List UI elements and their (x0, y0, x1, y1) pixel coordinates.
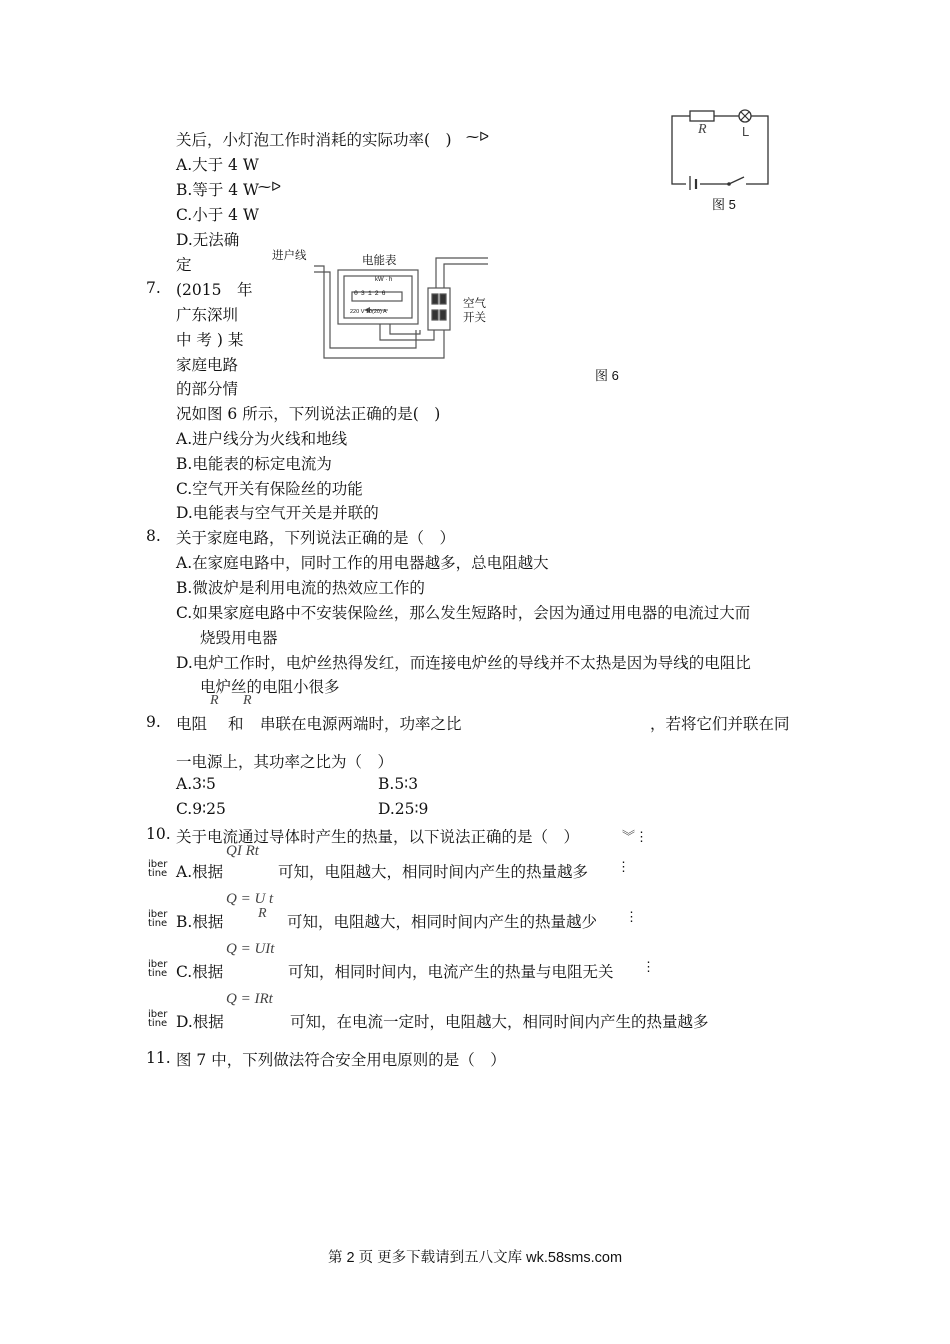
q7-option-b: B.电能表的标定电流为 (176, 455, 332, 473)
q10-stem: 关于电流通过导体时产生的热量，以下说法正确的是（ ） (176, 828, 580, 846)
q10-number: 10. (146, 825, 171, 843)
iber-tine-mark (148, 910, 167, 928)
q10-option-b-text: 可知，电阻越大，相同时间内产生的热量越少 (287, 913, 598, 931)
q9-stem-part2: 和 (228, 715, 244, 733)
q10-option-c-prefix: C.根据 (176, 963, 224, 981)
iber-tine-mark (148, 960, 167, 978)
q8-option-c-line2: 烧毁用电器 (200, 629, 278, 647)
q10-option-b-prefix: B.根据 (176, 913, 224, 931)
mark-bottom: tine (148, 918, 168, 929)
q10-option-b-formula: Q = U t (226, 891, 274, 907)
mark-top: iber (148, 909, 168, 920)
q6-option-d-line2: 定 (176, 256, 192, 274)
fig6-digit: 2 (374, 290, 382, 297)
snail-icon: ⁓ᐅ (258, 180, 281, 195)
figure-6-caption: 图 6 (595, 368, 619, 383)
q10-option-d-text: 可知，在电流一定时，电阻越大，相同时间内产生的热量越多 (290, 1013, 709, 1031)
q9-number: 9. (146, 713, 161, 731)
mark-top: iber (148, 1009, 168, 1020)
q7-stem-line2: 广东深圳 (176, 306, 239, 324)
q8-option-d-line1: D.电炉工作时，电炉丝热得发红，而连接电炉丝的导线并不太热是因为导线的电阻比 (176, 654, 751, 672)
q11-stem: 图 7 中，下列做法符合安全用电原则的是（ ） (176, 1051, 506, 1069)
fig5-r-label: R (698, 122, 707, 137)
q6-option-c: C.小于 4 W (176, 206, 259, 224)
q9-r2-symbol: R (243, 693, 252, 708)
mark-bottom: tine (148, 968, 168, 979)
fig6-meter-unit: kW · h (375, 277, 393, 283)
q9-stem-part3: 串联在电源两端时，功率之比 (260, 715, 462, 733)
q10-option-b-formula-denominator: R (258, 906, 267, 921)
chevron-mark-icon: ︾⋮ (622, 830, 649, 845)
q10-option-a-formula: QI Rt (226, 843, 259, 859)
q7-stem-line3: 中 考 ) 某 (176, 331, 244, 349)
fig6-meter-digits (354, 290, 389, 297)
iber-tine-mark (148, 860, 167, 878)
fig6-digit: 3 (360, 290, 368, 297)
q10-option-d-formula: Q = IRt (226, 991, 273, 1007)
figure-5-caption: 图 5 (712, 197, 736, 212)
figure-5-circuit (660, 108, 780, 190)
q10-option-d-prefix: D.根据 (176, 1013, 224, 1031)
q8-option-a: A.在家庭电路中，同时工作的用电器越多，总电阻越大 (176, 554, 549, 572)
q7-option-a: A.进户线分为火线和地线 (176, 430, 348, 448)
q10-option-a-prefix: A.根据 (176, 863, 224, 881)
q7-stem-line4: 家庭电路 (176, 356, 239, 374)
q7-stem-line1: (2015 年 (176, 281, 253, 299)
fig5-l-label: L (742, 124, 750, 139)
q8-option-d-line2: 电炉丝的电阻小很多 (200, 678, 340, 696)
mark-bottom: tine (148, 868, 168, 879)
fig6-meter-rating: 220 V 10(20) A (350, 309, 387, 315)
q6-option-b: B.等于 4 W (176, 181, 259, 199)
ellipsis-mark-icon: ⋮ (642, 960, 655, 975)
q8-option-b: B.微波炉是利用电流的热效应工作的 (176, 579, 425, 597)
snail-icon: ⁓ᐅ (466, 130, 489, 145)
page-footer: 第 2 页 更多下载请到五八文库 wk.58sms.com (327, 1250, 623, 1266)
mark-bottom: tine (148, 1018, 168, 1029)
q11-number: 11. (146, 1049, 171, 1067)
q9-stem-part4: ，若将它们并联在同 (650, 715, 790, 733)
fig6-switch-label-2: 开关 (463, 312, 486, 324)
q7-number: 7. (146, 279, 161, 297)
iber-tine-mark (148, 1010, 167, 1028)
q10-option-c-text: 可知，相同时间内，电流产生的热量与电阻无关 (288, 963, 614, 981)
fig6-digit: 0 (354, 290, 361, 297)
ellipsis-mark-icon: ⋮ (617, 860, 630, 875)
q9-option-c: C.9∶25 (176, 800, 226, 818)
q7-stem-line6: 况如图 6 所示，下列说法正确的是( ) (176, 405, 441, 423)
q9-option-b: B.5∶3 (378, 775, 419, 793)
mark-top: iber (148, 959, 168, 970)
q6-option-a: A.大于 4 W (176, 156, 259, 174)
fig6-in-line-label: 进户线 (272, 250, 307, 262)
fig6-switch-label-1: 空气 (463, 298, 486, 310)
q9-stem-line2: 一电源上，其功率之比为（ ） (176, 753, 394, 771)
q7-stem-line5: 的部分情 (176, 380, 239, 398)
q10-option-c-formula: Q = UIt (226, 941, 275, 957)
mark-top: iber (148, 859, 168, 870)
fig6-digit: 6 (381, 290, 389, 297)
fig6-digit: 1 (367, 290, 375, 297)
q7-option-d: D.电能表与空气开关是并联的 (176, 504, 379, 522)
q9-option-a: A.3∶5 (176, 775, 216, 793)
q8-option-c-line1: C.如果家庭电路中不安装保险丝，那么发生短路时，会因为通过用电器的电流过大而 (176, 604, 751, 622)
q9-r1-symbol: R (210, 693, 219, 708)
q8-stem: 关于家庭电路，下列说法正确的是（ ） (176, 529, 456, 547)
fig6-meter-label: 电能表 (362, 255, 397, 267)
q9-option-d: D.25∶9 (378, 800, 429, 818)
q6-option-d-line1: D.无法确 (176, 231, 240, 249)
q8-number: 8. (146, 527, 161, 545)
ellipsis-mark-icon: ⋮ (625, 910, 638, 925)
q7-option-c: C.空气开关有保险丝的功能 (176, 480, 363, 498)
q10-option-a-text: 可知，电阻越大，相同时间内产生的热量越多 (278, 863, 589, 881)
q9-stem-part1: 电阻 (176, 715, 208, 733)
q6-stem-tail: 关后，小灯泡工作时消耗的实际功率( ) (176, 131, 452, 149)
